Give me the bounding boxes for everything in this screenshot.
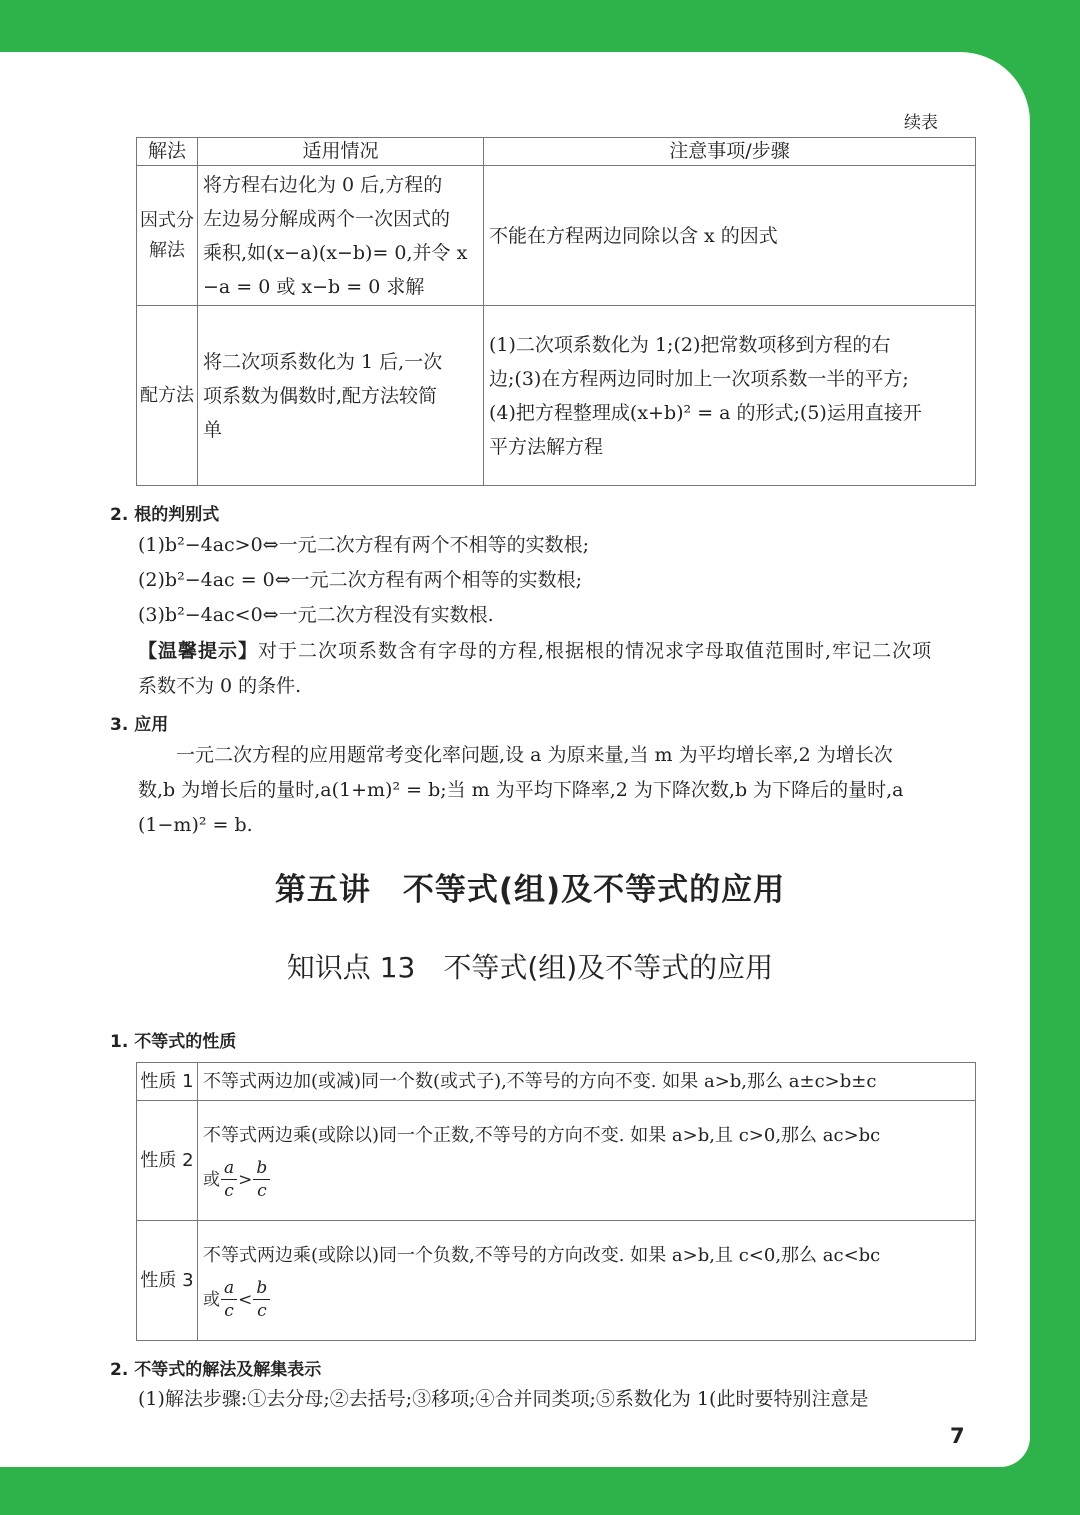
property-line: 不等式两边乘(或除以)同一个正数,不等号的方向不变. 如果 a>b,且 c>0,那么 ac>bc: [203, 1125, 881, 1146]
tip-text-cont: 系数不为 0 的条件.: [138, 675, 302, 697]
methods-table: [136, 137, 976, 486]
application-heading: 3. 应用: [110, 715, 169, 735]
case-line: 将二次项系数化为 1 后,一次: [203, 350, 443, 373]
application-line: 数,b 为增长后的量时,a(1+m)² = b;当 m 为平均下降率,2 为下降次数,b 为下降后的量时,a: [138, 779, 904, 801]
fraction-expression: [203, 1157, 970, 1202]
case-line: 单: [203, 418, 223, 441]
property-text: [198, 1101, 976, 1221]
note-line: 不能在方程两边同除以含 x 的因式: [489, 224, 778, 247]
property-label: 性质 1: [137, 1063, 198, 1101]
discriminant-list: [138, 528, 589, 633]
method-cell: [137, 306, 198, 486]
discriminant-item: (3)b²−4ac<0⇔一元二次方程没有实数根.: [138, 604, 494, 626]
col-header-method: 解法: [137, 138, 198, 166]
method-line: 解法: [149, 239, 185, 261]
case-line: 左边易分解成两个一次因式的: [203, 207, 451, 230]
col-header-note: 注意事项/步骤: [484, 138, 976, 166]
case-line: 乘积,如(x−a)(x−b)= 0,并令 x: [203, 241, 468, 264]
case-line: 将方程右边化为 0 后,方程的: [203, 173, 443, 196]
case-line: −a = 0 或 x−b = 0 求解: [203, 275, 425, 298]
solving-heading: 2. 不等式的解法及解集表示: [110, 1360, 322, 1380]
fraction: [253, 1277, 270, 1322]
property-label: 性质 2: [137, 1101, 198, 1221]
denominator: c: [257, 1301, 267, 1321]
property-label: 性质 3: [137, 1221, 198, 1341]
discriminant-item: (1)b²−4ac>0⇔一元二次方程有两个不相等的实数根;: [138, 534, 590, 556]
or-text: 或: [203, 1289, 220, 1310]
properties-table: [136, 1062, 976, 1341]
warm-tip: [138, 634, 978, 704]
table-row: [137, 166, 976, 306]
fraction: [221, 1157, 237, 1202]
table-row: [137, 1101, 976, 1221]
page-number: 7: [950, 1424, 965, 1448]
numerator: b: [253, 1157, 270, 1180]
table-row: [137, 1063, 976, 1101]
denominator: c: [224, 1301, 234, 1321]
discriminant-item: (2)b²−4ac = 0⇔一元二次方程有两个相等的实数根;: [138, 569, 583, 591]
fraction: [253, 1157, 270, 1202]
property-text: [198, 1221, 976, 1341]
lecture-title: 第五讲 不等式(组)及不等式的应用: [274, 872, 786, 908]
tip-label: 【温馨提示】: [138, 640, 259, 662]
note-cell: [484, 306, 976, 486]
case-line: 项系数为偶数时,配方法较简: [203, 384, 438, 407]
note-line: (4)把方程整理成(x+b)² = a 的形式;(5)运用直接开: [489, 401, 922, 424]
note-line: 边;(3)在方程两边同时加上一次项系数一半的平方;: [489, 367, 909, 390]
note-cell: [484, 166, 976, 306]
case-cell: [198, 306, 484, 486]
numerator: b: [253, 1277, 270, 1300]
col-header-case: 适用情况: [198, 138, 484, 166]
table-row: [137, 1221, 976, 1341]
or-text: 或: [203, 1169, 220, 1190]
tip-text: 对于二次项系数含有字母的方程,根据根的情况求字母取值范围时,牢记二次项: [258, 640, 933, 662]
fraction-expression: [203, 1277, 970, 1322]
solving-steps-line: (1)解法步骤:①去分母;②去括号;③移项;④合并同类项;⑤系数化为 1(此时要特别注意是: [138, 1388, 869, 1410]
application-line: 一元二次方程的应用题常考变化率问题,设 a 为原来量,当 m 为平均增长率,2 为增长次: [176, 744, 893, 766]
denominator: c: [224, 1181, 234, 1201]
knowledge-point-title: 知识点 13 不等式(组)及不等式的应用: [286, 951, 774, 984]
note-line: (1)二次项系数化为 1;(2)把常数项移到方程的右: [489, 333, 891, 356]
numerator: a: [221, 1157, 237, 1180]
fraction: [221, 1277, 237, 1322]
case-cell: [198, 166, 484, 306]
table-header-row: [137, 138, 976, 166]
page: [0, 52, 1030, 1467]
method-cell: [137, 166, 198, 306]
denominator: c: [257, 1181, 267, 1201]
property-line: 不等式两边加(或减)同一个数(或式子),不等号的方向不变. 如果 a>b,那么 a±c>b±c: [203, 1070, 877, 1092]
property-line: 不等式两边乘(或除以)同一个负数,不等号的方向改变. 如果 a>b,且 c<0,那么 ac<bc: [203, 1245, 881, 1266]
method-line: 配方法: [140, 384, 194, 406]
continued-label: 续表: [904, 113, 938, 133]
numerator: a: [221, 1277, 237, 1300]
discriminant-heading: 2. 根的判别式: [110, 505, 220, 525]
application-line: (1−m)² = b.: [138, 814, 253, 836]
inequality-sign: <: [238, 1289, 253, 1310]
method-line: 因式分: [140, 209, 194, 231]
inequality-sign: >: [238, 1169, 253, 1190]
application-paragraph: [138, 738, 978, 843]
inequality-properties-heading: 1. 不等式的性质: [110, 1032, 237, 1052]
table-row: [137, 306, 976, 486]
note-line: 平方法解方程: [489, 435, 604, 458]
property-text: [198, 1063, 976, 1101]
